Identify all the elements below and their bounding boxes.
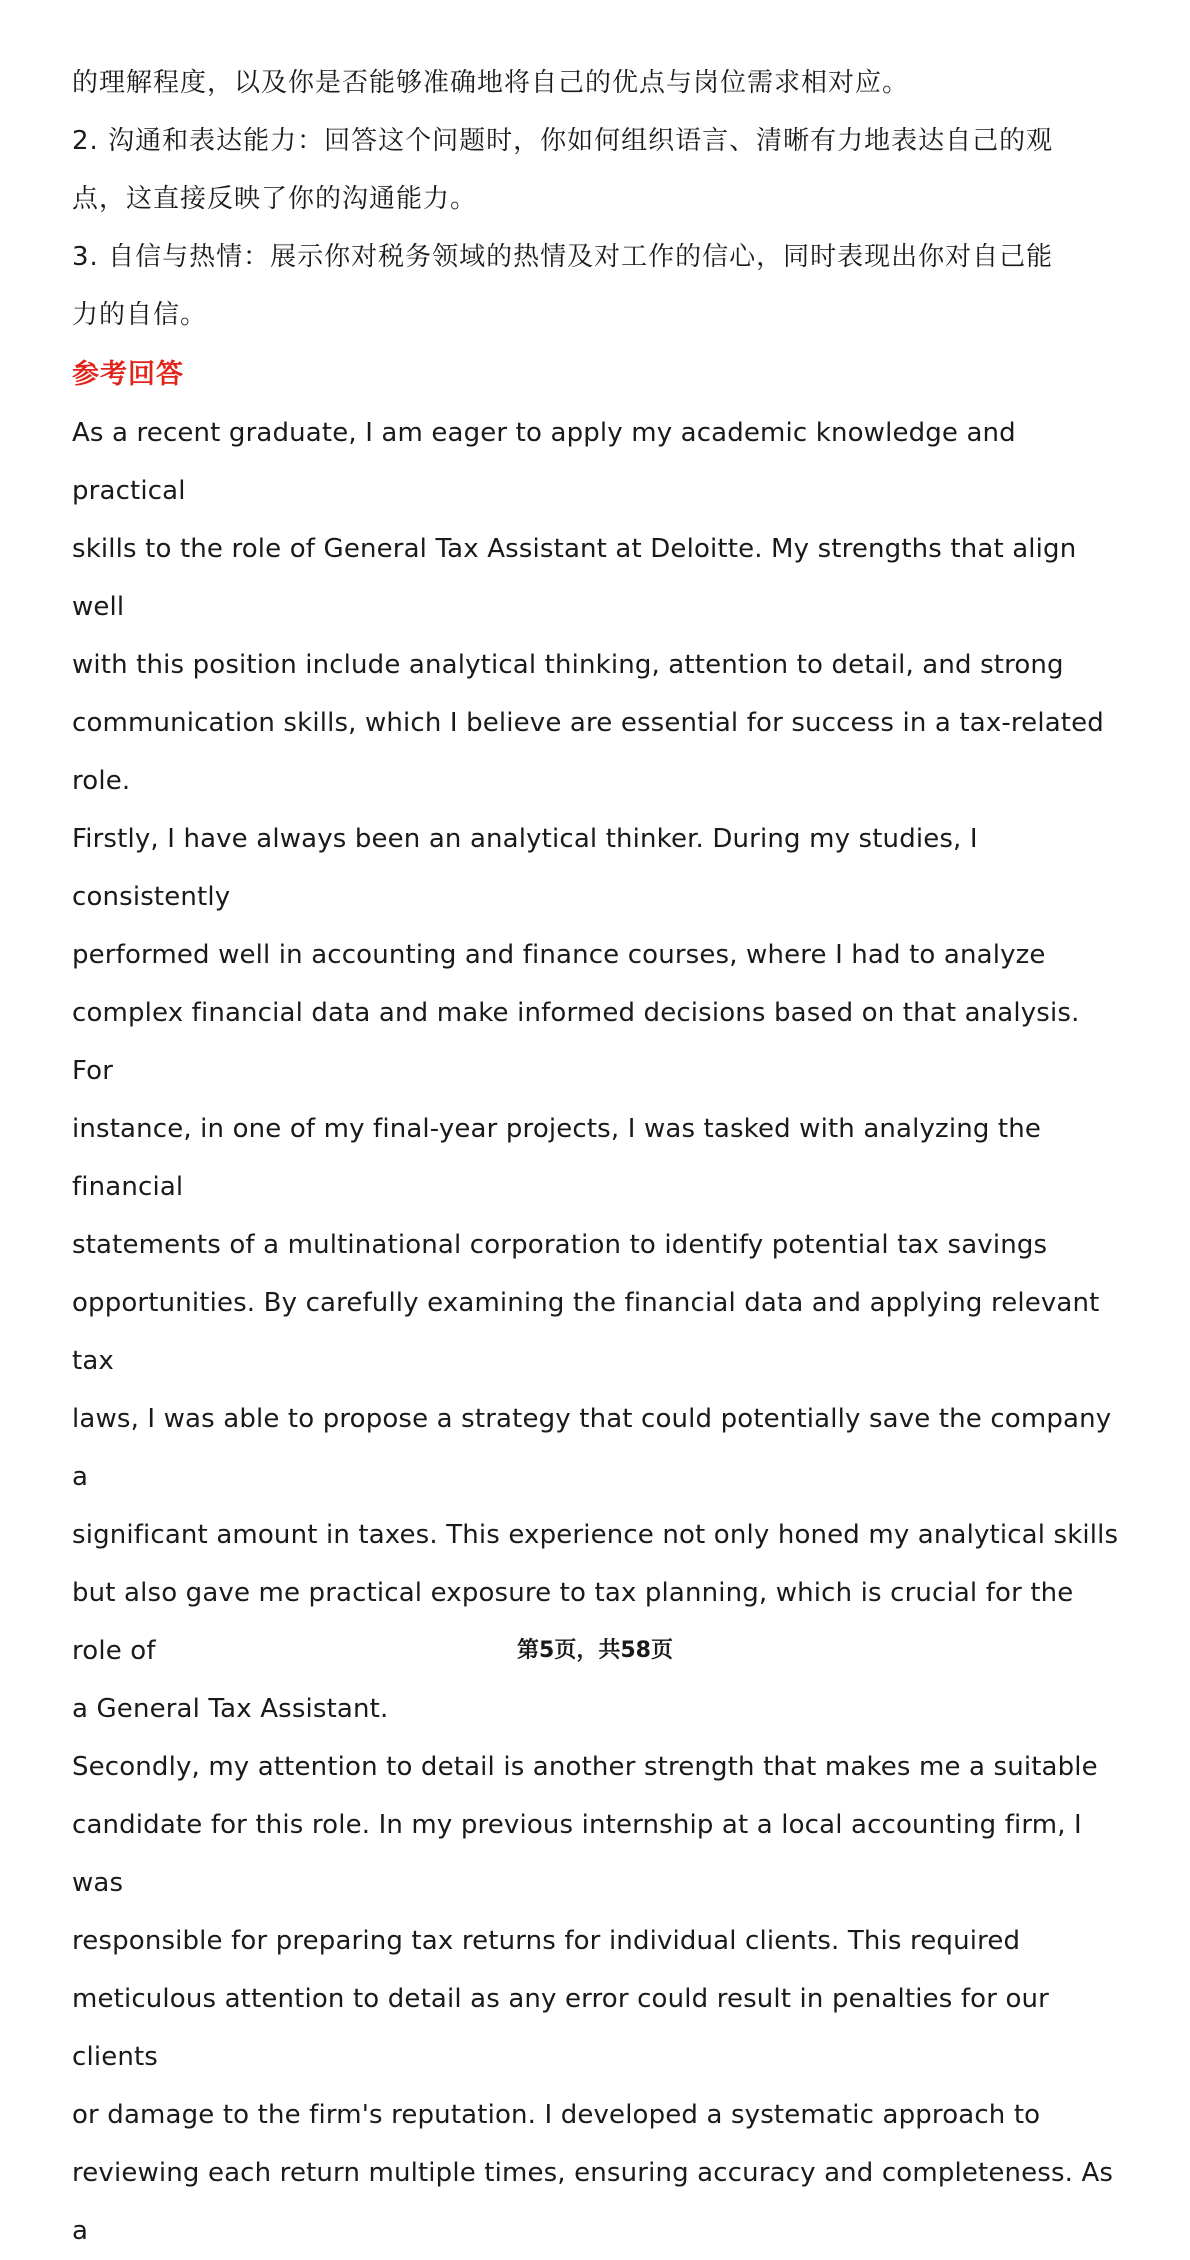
- intro-line: 力的自信。: [72, 300, 208, 330]
- answer-line: significant amount in taxes. This experience not only honed my analytical skills: [72, 1520, 1119, 1550]
- intro-line: 点，这直接反映了你的沟通能力。: [72, 184, 478, 214]
- page-content: [72, 54, 1128, 2260]
- answer-line: role.: [72, 766, 131, 796]
- answer-line: reviewing each return multiple times, ensuring accuracy and completeness. As a: [72, 2158, 1114, 2246]
- answer-line: instance, in one of my final-year projects, I was tasked with analyzing the financial: [72, 1114, 1042, 1202]
- answer-line: a General Tax Assistant.: [72, 1694, 389, 1724]
- answer-line: Firstly, I have always been an analytical thinker. During my studies, I consistently: [72, 824, 978, 912]
- answer-line: opportunities. By carefully examining the financial data and applying relevant tax: [72, 1288, 1100, 1376]
- answer-line: but also gave me practical exposure to tax planning, which is crucial for the role of: [72, 1578, 1074, 1666]
- answer-line: As a recent graduate, I am eager to apply my academic knowledge and practical: [72, 418, 1016, 506]
- intro-line: 的理解程度，以及你是否能够准确地将自己的优点与岗位需求相对应。: [72, 68, 910, 98]
- answer-line: meticulous attention to detail as any error could result in penalties for our clients: [72, 1984, 1049, 2072]
- section-heading: 参考回答: [72, 359, 184, 390]
- intro-line: 3. 自信与热情：展示你对税务领域的热情及对工作的信心，同时表现出你对自己能: [72, 242, 1054, 272]
- intro-section: [72, 54, 1128, 344]
- answer-line: or damage to the firm's reputation. I developed a systematic approach to: [72, 2100, 1041, 2130]
- answer-line: Secondly, my attention to detail is another strength that makes me a suitable: [72, 1752, 1098, 1782]
- answer-section: [72, 404, 1128, 2260]
- page-number-footer: 第5页，共58页: [517, 1638, 673, 1663]
- answer-line: statements of a multinational corporation to identify potential tax savings: [72, 1230, 1048, 1260]
- answer-line: communication skills, which I believe are essential for success in a tax-related: [72, 708, 1104, 738]
- intro-line: 2. 沟通和表达能力：回答这个问题时，你如何组织语言、清晰有力地表达自己的观: [72, 126, 1054, 156]
- answer-line: responsible for preparing tax returns for individual clients. This required: [72, 1926, 1021, 1956]
- answer-line: performed well in accounting and finance courses, where I had to analyze: [72, 940, 1046, 970]
- answer-line: complex financial data and make informed decisions based on that analysis. For: [72, 998, 1080, 1086]
- answer-line: candidate for this role. In my previous internship at a local accounting firm, I was: [72, 1810, 1082, 1898]
- answer-line: with this position include analytical thinking, attention to detail, and strong: [72, 650, 1064, 680]
- answer-line: skills to the role of General Tax Assistant at Deloitte. My strengths that align well: [72, 534, 1077, 622]
- answer-line: laws, I was able to propose a strategy that could potentially save the company a: [72, 1404, 1112, 1492]
